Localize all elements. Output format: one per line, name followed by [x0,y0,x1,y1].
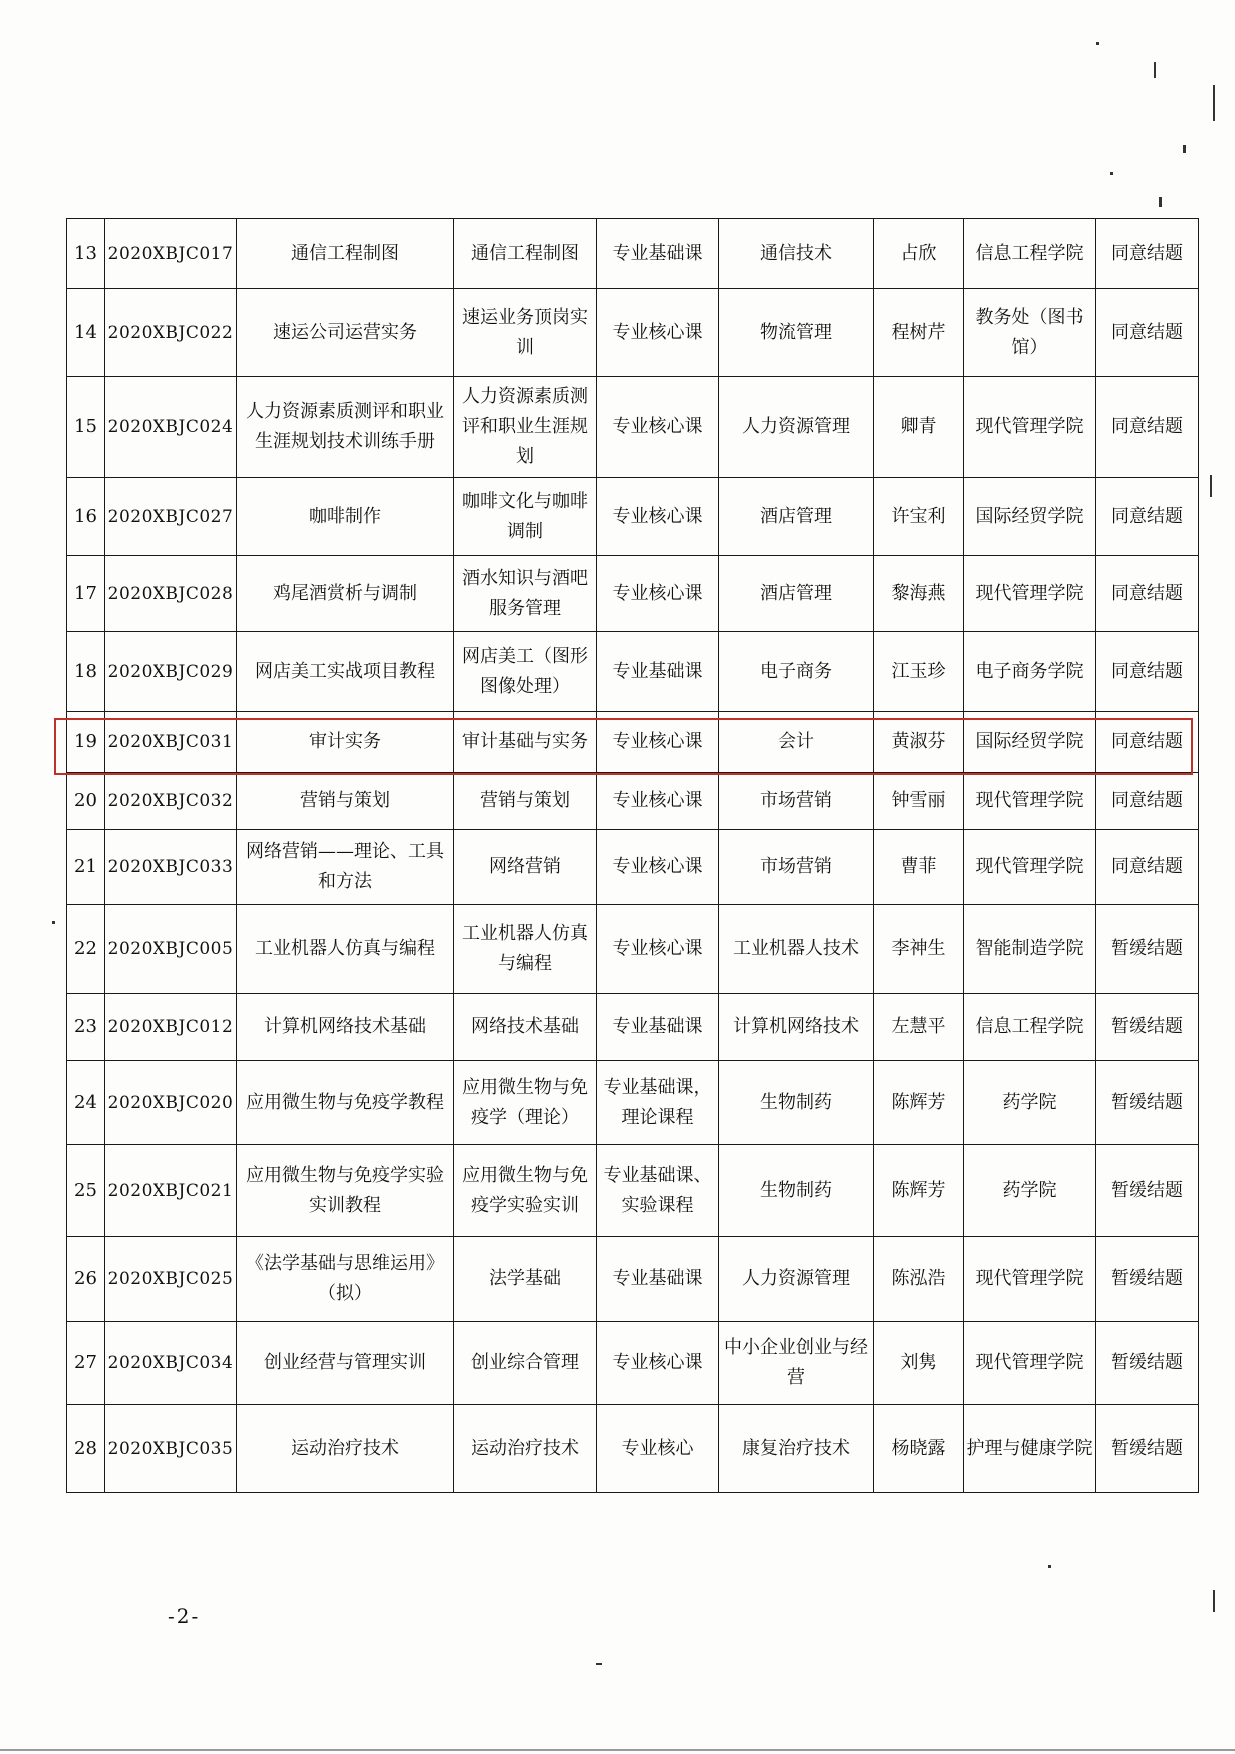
course-category-cell: 专业核心课 [597,830,719,905]
course-name-cell: 法学基础 [454,1237,597,1322]
table-row [67,1322,1199,1405]
chief-editor-cell: 卿青 [874,377,964,478]
review-result-cell: 同意结题 [1096,219,1199,289]
textbook-title-cell: 创业经营与管理实训 [237,1322,454,1405]
project-code-cell: 2020XBJC034 [105,1322,237,1405]
course-name-cell: 运动治疗技术 [454,1405,597,1493]
course-name-cell: 网店美工（图形图像处理） [454,632,597,712]
major-name-cell: 人力资源管理 [719,377,874,478]
results-table [66,218,1199,1493]
college-name-cell: 现代管理学院 [964,1322,1096,1405]
major-name-cell: 中小企业创业与经营 [719,1322,874,1405]
college-name-cell: 国际经贸学院 [964,712,1096,773]
course-category-cell: 专业核心 [597,1405,719,1493]
project-code-cell: 2020XBJC032 [105,773,237,830]
college-name-cell: 信息工程学院 [964,994,1096,1061]
textbook-title-cell: 运动治疗技术 [237,1405,454,1493]
project-code-cell: 2020XBJC012 [105,994,237,1061]
review-result-cell: 同意结题 [1096,377,1199,478]
scan-speck [1210,475,1212,497]
course-name-cell: 审计基础与实务 [454,712,597,773]
row-number-cell: 23 [67,994,105,1061]
textbook-title-cell: 应用微生物与免疫学实验实训教程 [237,1145,454,1237]
review-result-cell: 暂缓结题 [1096,1322,1199,1405]
course-category-cell: 专业基础课 [597,994,719,1061]
review-result-cell: 同意结题 [1096,830,1199,905]
course-category-cell: 专业基础课 [597,219,719,289]
row-number-cell: 28 [67,1405,105,1493]
college-name-cell: 国际经贸学院 [964,478,1096,556]
project-code-cell: 2020XBJC024 [105,377,237,478]
project-code-cell: 2020XBJC021 [105,1145,237,1237]
project-code-cell: 2020XBJC035 [105,1405,237,1493]
college-name-cell: 信息工程学院 [964,219,1096,289]
table-row [67,1237,1199,1322]
course-name-cell: 应用微生物与免疫学（理论） [454,1061,597,1145]
chief-editor-cell: 许宝利 [874,478,964,556]
project-code-cell: 2020XBJC020 [105,1061,237,1145]
major-name-cell: 市场营销 [719,830,874,905]
row-number-cell: 26 [67,1237,105,1322]
textbook-title-cell: 网络营销——理论、工具和方法 [237,830,454,905]
textbook-title-cell: 营销与策划 [237,773,454,830]
scan-speck [1183,145,1186,153]
chief-editor-cell: 左慧平 [874,994,964,1061]
course-name-cell: 网络营销 [454,830,597,905]
textbook-title-cell: 工业机器人仿真与编程 [237,905,454,994]
review-result-cell: 暂缓结题 [1096,1061,1199,1145]
chief-editor-cell: 刘隽 [874,1322,964,1405]
chief-editor-cell: 杨晓露 [874,1405,964,1493]
review-result-cell: 同意结题 [1096,478,1199,556]
table-row [67,478,1199,556]
college-name-cell: 现代管理学院 [964,773,1096,830]
row-number-cell: 16 [67,478,105,556]
chief-editor-cell: 陈辉芳 [874,1061,964,1145]
row-number-cell: 18 [67,632,105,712]
row-number-cell: 20 [67,773,105,830]
project-code-cell: 2020XBJC005 [105,905,237,994]
textbook-title-cell: 计算机网络技术基础 [237,994,454,1061]
course-category-cell: 专业核心课 [597,289,719,377]
course-category-cell: 专业核心课 [597,773,719,830]
major-name-cell: 人力资源管理 [719,1237,874,1322]
review-result-cell: 暂缓结题 [1096,1405,1199,1493]
scan-speck [1096,42,1099,45]
table-row [67,830,1199,905]
project-code-cell: 2020XBJC028 [105,556,237,632]
college-name-cell: 现代管理学院 [964,1237,1096,1322]
chief-editor-cell: 江玉珍 [874,632,964,712]
textbook-title-cell: 人力资源素质测评和职业生涯规划技术训练手册 [237,377,454,478]
table-row [67,1061,1199,1145]
scan-speck [52,921,55,924]
chief-editor-cell: 程树芹 [874,289,964,377]
course-category-cell: 专业基础课 [597,632,719,712]
scan-bottom-edge [0,1749,1235,1751]
project-code-cell: 2020XBJC029 [105,632,237,712]
table-row [67,219,1199,289]
chief-editor-cell: 曹菲 [874,830,964,905]
table-row [67,712,1199,773]
college-name-cell: 现代管理学院 [964,556,1096,632]
major-name-cell: 物流管理 [719,289,874,377]
scan-speck [1110,172,1113,175]
table-row [67,994,1199,1061]
row-number-cell: 25 [67,1145,105,1237]
review-result-cell: 暂缓结题 [1096,994,1199,1061]
chief-editor-cell: 黎海燕 [874,556,964,632]
project-code-cell: 2020XBJC027 [105,478,237,556]
course-name-cell: 营销与策划 [454,773,597,830]
textbook-title-cell: 网店美工实战项目教程 [237,632,454,712]
table-row [67,632,1199,712]
row-number-cell: 17 [67,556,105,632]
scan-speck [596,1663,602,1665]
course-name-cell: 速运业务顶岗实训 [454,289,597,377]
row-number-cell: 22 [67,905,105,994]
project-code-cell: 2020XBJC017 [105,219,237,289]
project-code-cell: 2020XBJC033 [105,830,237,905]
textbook-title-cell: 通信工程制图 [237,219,454,289]
review-result-cell: 暂缓结题 [1096,1237,1199,1322]
row-number-cell: 19 [67,712,105,773]
course-category-cell: 专业核心课 [597,556,719,632]
review-result-cell: 暂缓结题 [1096,1145,1199,1237]
chief-editor-cell: 黄淑芬 [874,712,964,773]
college-name-cell: 智能制造学院 [964,905,1096,994]
textbook-title-cell: 《法学基础与思维运用》（拟） [237,1237,454,1322]
college-name-cell: 电子商务学院 [964,632,1096,712]
textbook-title-cell: 鸡尾酒赏析与调制 [237,556,454,632]
course-name-cell: 通信工程制图 [454,219,597,289]
major-name-cell: 计算机网络技术 [719,994,874,1061]
course-name-cell: 网络技术基础 [454,994,597,1061]
major-name-cell: 市场营销 [719,773,874,830]
row-number-cell: 21 [67,830,105,905]
project-code-cell: 2020XBJC022 [105,289,237,377]
scan-speck [1213,85,1215,121]
row-number-cell: 27 [67,1322,105,1405]
row-number-cell: 15 [67,377,105,478]
chief-editor-cell: 陈泓浩 [874,1237,964,1322]
college-name-cell: 现代管理学院 [964,377,1096,478]
course-category-cell: 专业基础课，理论课程 [597,1061,719,1145]
table-row [67,556,1199,632]
review-result-cell: 同意结题 [1096,712,1199,773]
review-result-cell: 暂缓结题 [1096,905,1199,994]
major-name-cell: 生物制药 [719,1061,874,1145]
major-name-cell: 康复治疗技术 [719,1405,874,1493]
major-name-cell: 酒店管理 [719,478,874,556]
college-name-cell: 药学院 [964,1145,1096,1237]
table-row [67,289,1199,377]
scan-speck [1213,1590,1215,1612]
major-name-cell: 会计 [719,712,874,773]
course-name-cell: 酒水知识与酒吧服务管理 [454,556,597,632]
chief-editor-cell: 占欣 [874,219,964,289]
course-category-cell: 专业核心课 [597,1322,719,1405]
scan-speck [1048,1565,1051,1568]
page-number: -2- [168,1604,201,1628]
college-name-cell: 药学院 [964,1061,1096,1145]
course-name-cell: 咖啡文化与咖啡调制 [454,478,597,556]
textbook-title-cell: 审计实务 [237,712,454,773]
course-category-cell: 专业核心课 [597,905,719,994]
chief-editor-cell: 钟雪丽 [874,773,964,830]
course-category-cell: 专业核心课 [597,712,719,773]
textbook-title-cell: 应用微生物与免疫学教程 [237,1061,454,1145]
course-category-cell: 专业基础课 [597,1237,719,1322]
chief-editor-cell: 陈辉芳 [874,1145,964,1237]
textbook-title-cell: 速运公司运营实务 [237,289,454,377]
table-row [67,773,1199,830]
review-result-cell: 同意结题 [1096,289,1199,377]
major-name-cell: 电子商务 [719,632,874,712]
results-table-body [67,219,1199,1493]
textbook-title-cell: 咖啡制作 [237,478,454,556]
project-code-cell: 2020XBJC031 [105,712,237,773]
course-category-cell: 专业核心课 [597,377,719,478]
course-category-cell: 专业核心课 [597,478,719,556]
course-name-cell: 应用微生物与免疫学实验实训 [454,1145,597,1237]
table-row [67,1405,1199,1493]
row-number-cell: 24 [67,1061,105,1145]
course-category-cell: 专业基础课、实验课程 [597,1145,719,1237]
row-number-cell: 13 [67,219,105,289]
table-row [67,1145,1199,1237]
major-name-cell: 工业机器人技术 [719,905,874,994]
review-result-cell: 同意结题 [1096,773,1199,830]
major-name-cell: 酒店管理 [719,556,874,632]
course-name-cell: 工业机器人仿真与编程 [454,905,597,994]
major-name-cell: 通信技术 [719,219,874,289]
project-code-cell: 2020XBJC025 [105,1237,237,1322]
college-name-cell: 现代管理学院 [964,830,1096,905]
scan-speck [1154,62,1156,78]
chief-editor-cell: 李神生 [874,905,964,994]
course-name-cell: 人力资源素质测评和职业生涯规划 [454,377,597,478]
review-result-cell: 同意结题 [1096,632,1199,712]
major-name-cell: 生物制药 [719,1145,874,1237]
scan-speck [1159,197,1162,207]
table-row [67,377,1199,478]
course-name-cell: 创业综合管理 [454,1322,597,1405]
college-name-cell: 教务处（图书馆） [964,289,1096,377]
row-number-cell: 14 [67,289,105,377]
college-name-cell: 护理与健康学院 [964,1405,1096,1493]
table-row [67,905,1199,994]
review-result-cell: 同意结题 [1096,556,1199,632]
